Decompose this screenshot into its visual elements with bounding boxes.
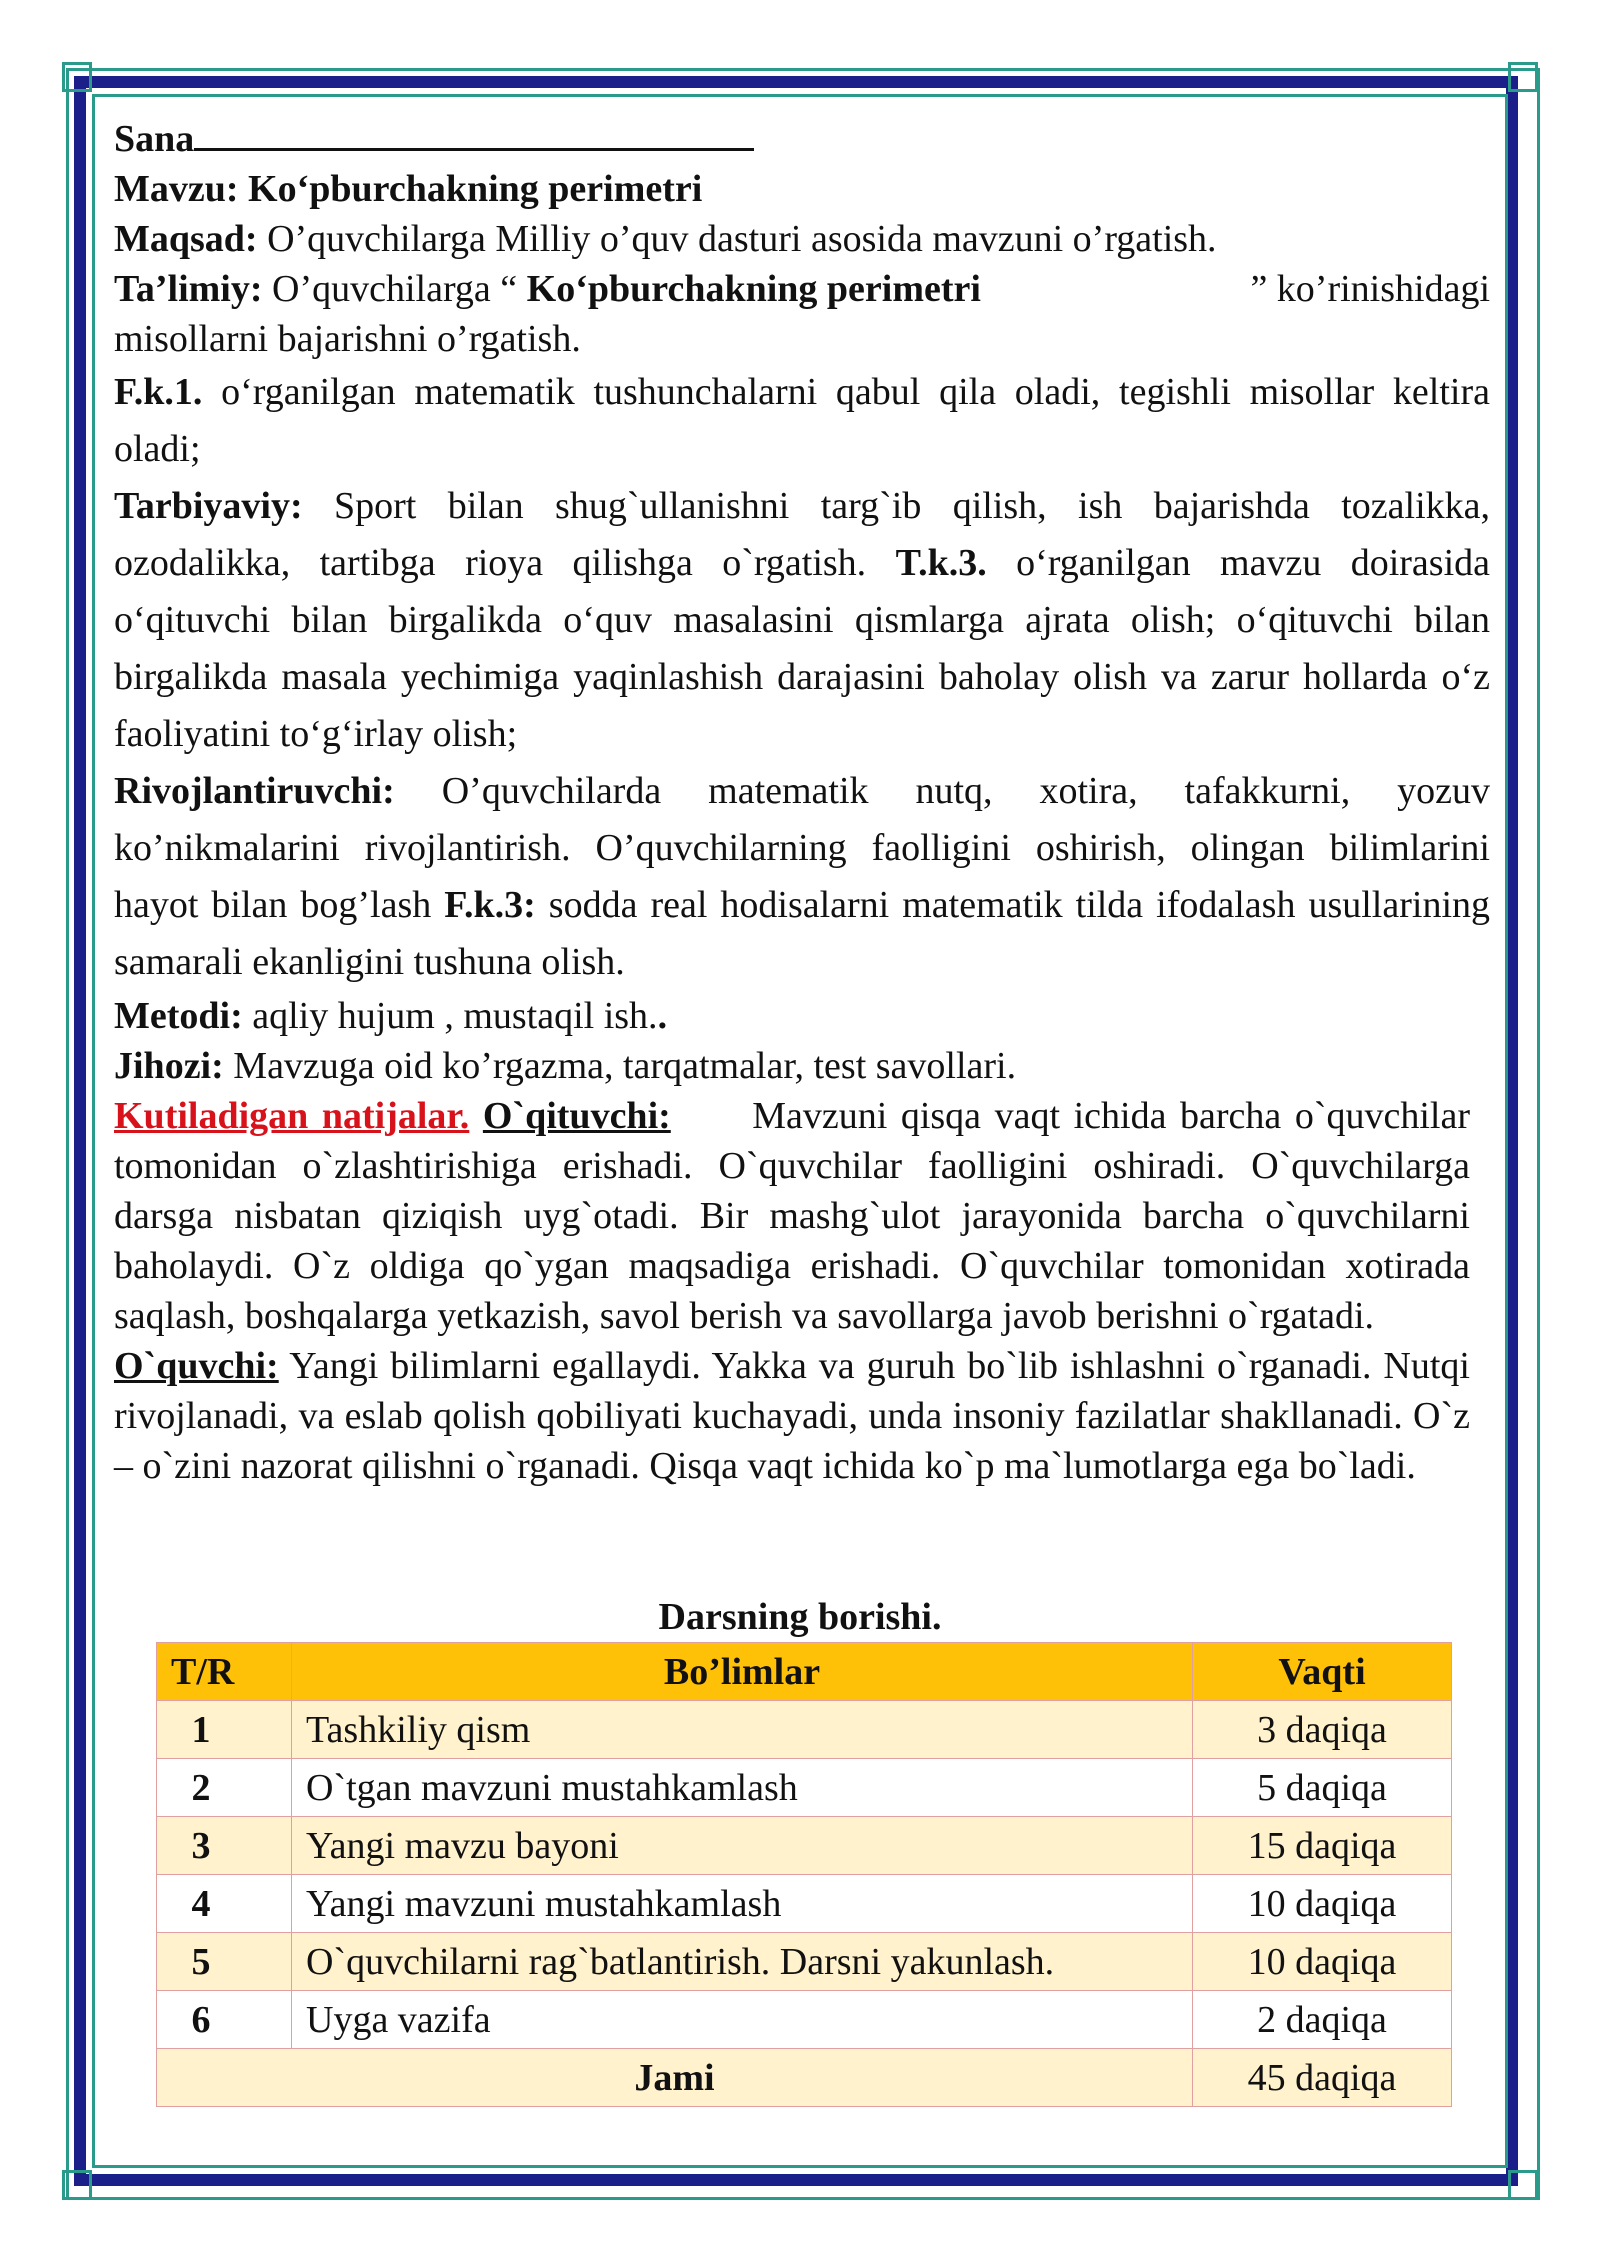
student-label: O`quvchi:: [114, 1345, 279, 1387]
row-time: 3 daqiqa: [1193, 1701, 1452, 1759]
topic-line: [114, 164, 1490, 214]
date-label: Sana: [114, 118, 195, 160]
upbringing-label: Tarbiyaviy:: [114, 485, 303, 527]
developmental-label: Rivojlantiruvchi:: [114, 770, 395, 812]
table-header-row: [157, 1643, 1452, 1701]
teacher-text: Mavzuni qisqa vaqt ichida barcha o`quvchilar tomonidan o`zlashtirishiga erishadi. O`quvchilar faolligini oshiradi. O`quvchilarga darsga nisbatan qiziqish uyg`otadi. Bir mashg`ulot jarayonida barcha o`quvchilarni baholaydi. O`z oldiga qo`ygan maqsadiga erishadi. O`quvchilar tomonidan xotirada saqlash, boshqalarga yetkazish, savol berish va savollarga javob berishni o`rgatadi.: [114, 1095, 1470, 1337]
educational-paragraph-cont: misollarni bajarishni o’rgatish.: [114, 318, 581, 360]
developmental-text: O’quvchilarda matematik nutq, xotira, tafakkurni, yozuv ko’nikmalarini rivojlantirish. O’quvchilarning faolligini oshirish, olingan bilimlarini hayot bilan bog’lash: [114, 770, 1491, 926]
column-header-time: Vaqti: [1193, 1643, 1452, 1701]
row-number: 3: [191, 1824, 211, 1867]
corner-ornament-bottom-left: [62, 2170, 92, 2200]
table-row: [157, 1991, 1452, 2049]
row-time: 10 daqiqa: [1193, 1875, 1452, 1933]
column-header-sections: Bo’limlar: [292, 1643, 1193, 1701]
corner-ornament-top-right: [1508, 62, 1538, 92]
fk1-paragraph: [114, 364, 1490, 478]
method-dot: .: [657, 995, 668, 1037]
equipment-label: Jihozi:: [114, 1045, 224, 1087]
tk3-label: T.k.3.: [895, 542, 987, 584]
row-section: O`tgan mavzuni mustahkamlash: [292, 1759, 1193, 1817]
table-row: [157, 1875, 1452, 1933]
equipment-line: [114, 1041, 1490, 1091]
method-line: [114, 991, 1490, 1041]
educational-label: Ta’limiy:: [114, 268, 263, 310]
student-text: Yangi bilimlarni egallaydi. Yakka va guruh bo`lib ishlashni o`rganadi. Nutqi rivojlanadi, va eslab qolish qobiliyati kuchayadi, unda insoniy fazilatlar shakllanadi. O`z – o`zini nazorat qilishni o`rganadi. Qisqa vaqt ichida ko`p ma`lumotlarga ega bo`ladi.: [114, 1345, 1470, 1487]
corner-ornament-top-left: [62, 62, 92, 92]
goal-text: O’quvchilarga Milliy o’quv dasturi asosida mavzuni o’rgatish.: [267, 218, 1217, 260]
row-time: 10 daqiqa: [1193, 1933, 1452, 1991]
row-number: 5: [191, 1940, 211, 1983]
table-row: [157, 1817, 1452, 1875]
educational-paragraph: [114, 264, 1490, 314]
educational-text-end: ” ko’rinishidagi: [1250, 268, 1490, 310]
fk3-label: F.k.3:: [444, 884, 536, 926]
row-section: O`quvchilarni rag`batlantirish. Darsni yakunlash.: [292, 1933, 1193, 1991]
educational-topic: Ko‘pburchakning perimetri: [526, 268, 981, 310]
student-paragraph: [114, 1341, 1470, 1491]
date-line: [114, 114, 1490, 164]
row-section: Uyga vazifa: [292, 1991, 1193, 2049]
table-total-row: [157, 2049, 1452, 2107]
expected-results-label: Kutiladigan natijalar.: [114, 1095, 470, 1137]
row-time: 5 daqiqa: [1193, 1759, 1452, 1817]
total-label: Jami: [157, 2049, 1193, 2107]
row-number: 4: [191, 1882, 211, 1925]
expected-results-paragraph: [114, 1091, 1470, 1341]
row-number: 6: [191, 1998, 211, 2041]
lesson-plan-body: [114, 114, 1490, 1491]
fk1-text: o‘rganilgan matematik tushunchalarni qabul qila oladi, tegishli misollar keltira oladi;: [114, 371, 1490, 470]
topic-title: Ko‘pburchakning perimetri: [248, 168, 703, 210]
table-row: [157, 1933, 1452, 1991]
date-blank-line: [194, 114, 754, 151]
teacher-label: O`qituvchi:: [482, 1095, 671, 1137]
upbringing-paragraph: [114, 478, 1490, 763]
educational-text-start: O’quvchilarga “: [272, 268, 518, 310]
lesson-progress-heading: Darsning borishi.: [658, 1596, 942, 1638]
goal-paragraph: [114, 214, 1490, 264]
equipment-text: Mavzuga oid ko’rgazma, tarqatmalar, test savollari.: [233, 1045, 1017, 1087]
table-row: [157, 1759, 1452, 1817]
fk3-text: sodda real hodisalarni matematik tilda ifodalash usullarining samarali ekanligini tushuna olish.: [114, 884, 1490, 983]
upbringing-text: Sport bilan shug`ullanishni targ`ib qilish, ish bajarishda tozalikka, ozodalikka, tartibga rioya qilishga o`rgatish.: [114, 485, 1490, 584]
method-text: aqliy hujum , mustaqil ish.: [252, 995, 658, 1037]
table-row: [157, 1701, 1452, 1759]
row-section: Yangi mavzu bayoni: [292, 1817, 1193, 1875]
topic-label: Mavzu:: [114, 168, 239, 210]
column-header-number: T/R: [157, 1643, 292, 1701]
row-time: 2 daqiqa: [1193, 1991, 1452, 2049]
row-section: Tashkiliy qism: [292, 1701, 1193, 1759]
developmental-paragraph: [114, 763, 1490, 991]
lesson-schedule-table: [156, 1642, 1452, 2107]
tk3-text: o‘rganilgan mavzu doirasida o‘qituvchi bilan birgalikda o‘quv masalasini qismlarga ajrata olish; o‘qituvchi bilan birgalikda masala yechimiga yaqinlashish darajasini baholay olish va zarur hollarda o‘z faoliyatini to‘g‘irlay olish;: [114, 542, 1491, 755]
method-label: Metodi:: [114, 995, 243, 1037]
row-time: 15 daqiqa: [1193, 1817, 1452, 1875]
goal-label: Maqsad:: [114, 218, 258, 260]
row-number: 1: [191, 1708, 211, 1751]
fk1-label: F.k.1.: [114, 371, 203, 413]
corner-ornament-bottom-right: [1508, 2170, 1538, 2200]
total-time: 45 daqiqa: [1193, 2049, 1452, 2107]
row-section: Yangi mavzuni mustahkamlash: [292, 1875, 1193, 1933]
row-number: 2: [191, 1766, 211, 1809]
